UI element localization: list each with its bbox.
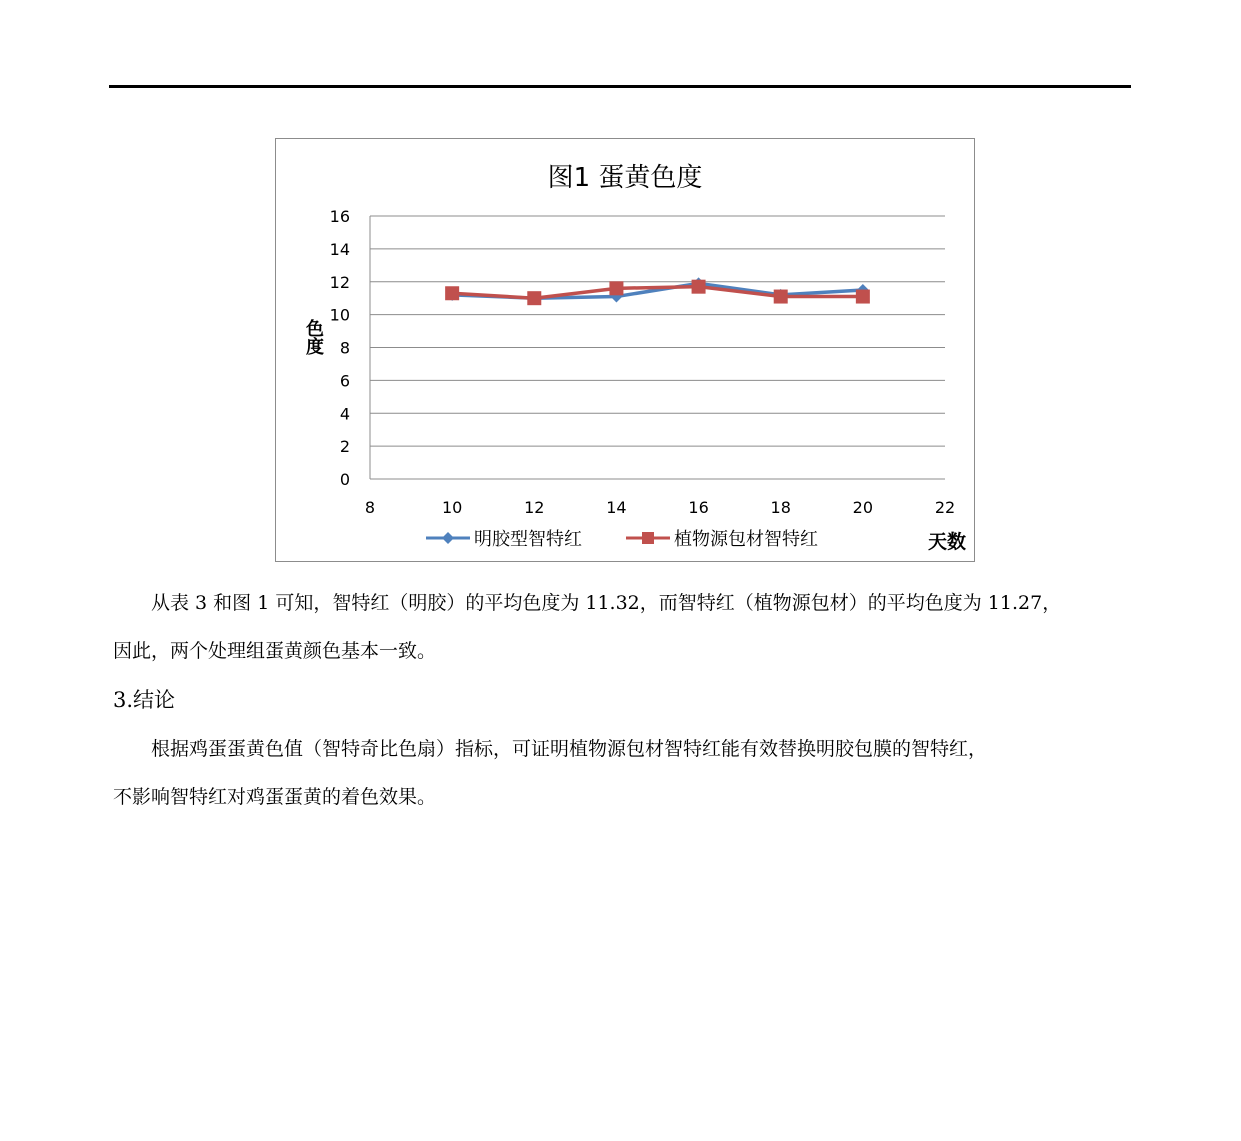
data-point-series-2 [692,280,706,294]
x-tick-label: 18 [770,498,791,517]
chart-title: 图1 蛋黄色度 [547,163,703,193]
y-tick-label: 12 [329,272,350,292]
paragraph-conclusion [113,725,1133,821]
legend-label-series-1: 明胶型智特红 [474,529,582,550]
section-heading: 3.结论 [113,688,176,712]
data-point-series-2 [774,290,788,304]
line-chart [276,139,976,563]
legend-diamond-marker [426,531,470,545]
paragraph-line: 从表 3 和图 1 可知，智特红（明胶）的平均色度为 11.32，而智特红（植物源包材）的平均色度为 11.27， [151,592,1062,614]
paragraph-line: 因此，两个处理组蛋黄颜色基本一致。 [113,640,437,662]
data-point-series-2 [445,286,459,300]
legend-item-series-2 [626,525,818,551]
chart-frame [275,138,975,562]
x-tick-label: 12 [524,498,545,517]
x-tick-label: 20 [852,498,874,517]
legend-item-series-1 [426,525,582,551]
data-point-series-2 [527,291,541,305]
legend-square-marker [626,531,670,545]
paragraph-line: 根据鸡蛋蛋黄色值（智特奇比色扇）指标，可证明植物源包材智特红能有效替换明胶包膜的智特红， [151,738,988,760]
x-tick-label: 8 [364,498,376,517]
y-tick-label: 16 [329,207,350,226]
legend-label-series-2: 植物源包材智特红 [674,529,818,550]
x-axis-title: 天数 [928,531,967,553]
y-tick-label: 0 [339,470,350,489]
y-tick-label: 4 [339,404,350,424]
data-point-series-2 [609,281,623,295]
header-rule [109,85,1131,88]
y-tick-label: 10 [329,305,350,325]
paragraph-result [113,579,1133,675]
x-tick-label: 10 [441,498,463,517]
y-axis-title: 色度 [303,319,324,355]
y-tick-label: 2 [339,437,350,457]
x-tick-label: 14 [606,498,627,517]
y-tick-label: 6 [339,371,350,391]
paragraph-line: 不影响智特红对鸡蛋蛋黄的着色效果。 [113,786,437,808]
x-tick-label: 16 [688,498,709,517]
y-tick-label: 14 [329,239,350,259]
y-tick-label: 8 [339,338,350,358]
data-point-series-2 [856,290,870,304]
x-tick-label: 22 [934,498,956,517]
